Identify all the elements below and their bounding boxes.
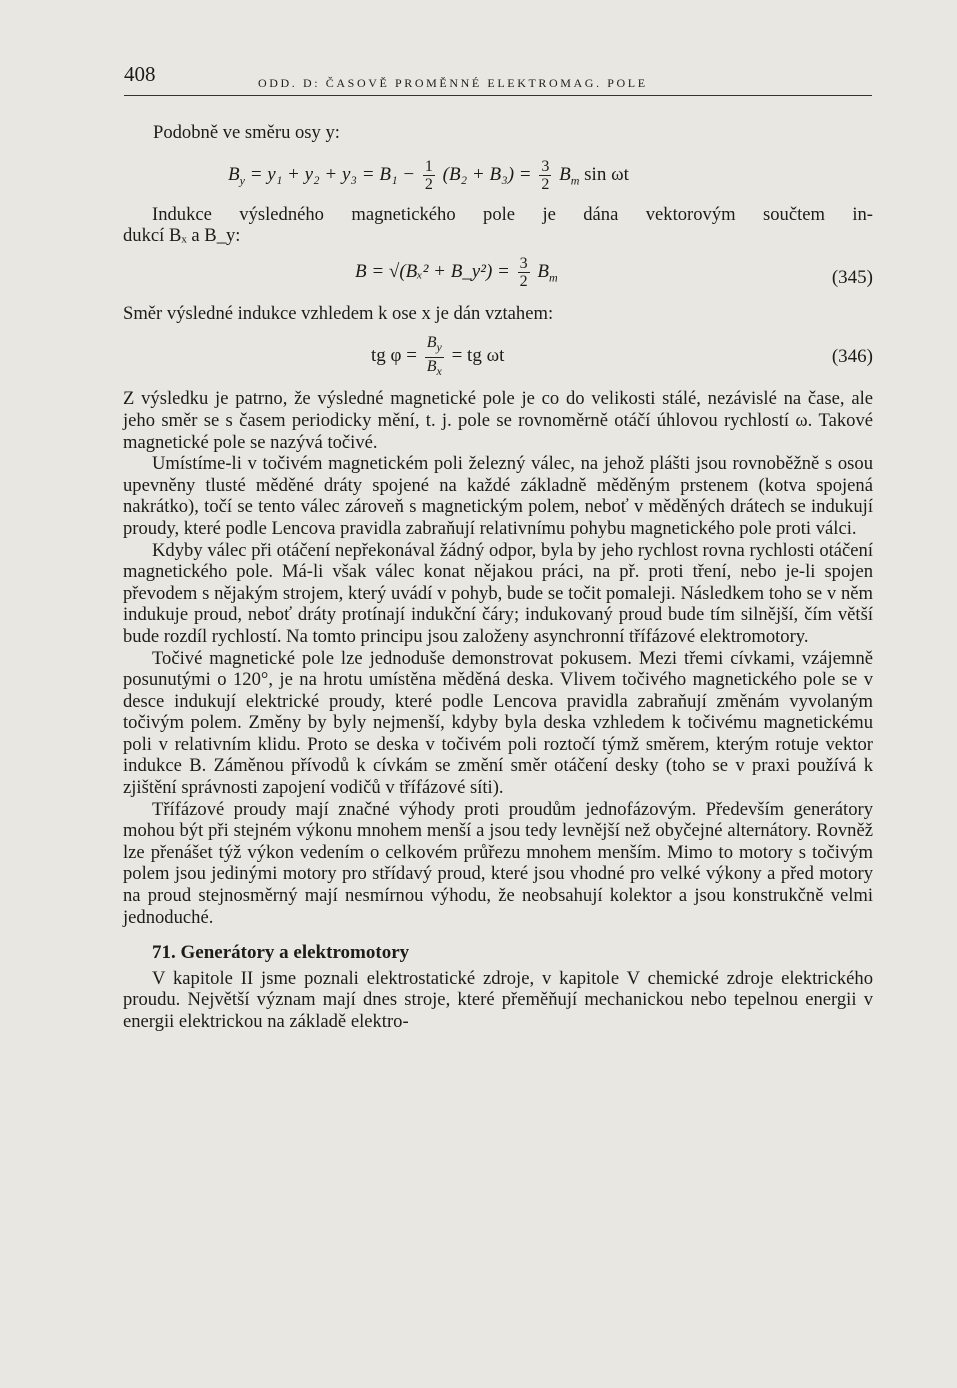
fraction: $\frac{B_y}{B_x}$ [426, 334, 442, 378]
paragraph: Třífázové proudy mají značné výhody proti proudům jednofázovým. Především generátory mohou být při stejném výkonu mnohem menší a jsou tedy levnější než obyčejné alternátory. Rovněž lze přenášet týž výkon vedením o celkovém průřezu mnohem menším. Mimo to motory s točivým polem jsou jedinými motory pro střídavý proud, které jsou vhodné pro velké výkony a před motory na proud stejnosměrný mají nesmírnou výhodu, že neobsahují kolektor a jsou konstrukčně velmi jednoduché. [123, 798, 873, 928]
paragraph: Točivé magnetické pole lze jednoduše demonstrovat pokusem. Mezi třemi cívkami, vzájemně posunutými o 120°, je na hrotu umístěna měděná deska. Vlivem točivého magnetického pole se v desce indukují elektrické proudy, které podle Lencova pravidla zabraňují změnám vyvolaným točivým polem. Změny by byly nejmenší, kdyby byla deska vzhledem k točivému magnetickému poli v relativním klidu. Proto se deska v točivém poli roztočí týmž směrem, kterým rotuje vektor indukce B. Záměnou přívodů k cívkám se změní směr otáčení desky (toho se v praxi používá k zjištění správnosti zapojení vodičů v třífázové síti). [123, 647, 873, 799]
paragraph: Umístíme-li v točivém magnetickém poli železný válec, na jehož plášti jsou rovnoběžně s osou upevněny tlusté měděné dráty spojené na každé základně měděným prstenem (kotva spojená nakrátko), točí se tento válec zároveň s magnetickým polem, neboť v měděných drátech se indukují proudy, které podle Lencova pravidla zabraňují relativnímu pohybu magnetického pole proti válci. [123, 453, 873, 539]
section-title: 71. Generátory a elektromotory [152, 942, 410, 964]
intro-line: Podobně ve směru osy y: [153, 122, 340, 143]
section-paragraph: V kapitole II jsme poznali elektrostatické zdroje, v kapitole V chemické zdroje elektrického proudu. Největší význam mají dnes stroje, které přeměňují mechanickou nebo tepelnou energii v energii elektrickou na základě elektro- [123, 967, 873, 1032]
equation-346: tg φ = $\frac{B_y}{B_x}$ = tg ωt (346) [371, 334, 873, 378]
fraction: $\frac{3}{2}$ [541, 157, 550, 193]
equation-by: $B_y = y_1 + y_2 + y_3 = B_1$ − $\frac{1}{2}$ (B₂ + B₃) = $\frac{3}{2}$ $B_m$ sin ωt [228, 157, 629, 193]
page-number: 408 [124, 62, 156, 86]
paragraph-induction: Indukce výsledného magnetického pole je dána vektorovým součtem in- [152, 203, 873, 225]
equation-number: (346) [831, 346, 873, 368]
paragraph: Z výsledku je patrno, že výsledné magnetické pole je co do velikosti stálé, nezávislé na čase, ale jeho směr se s časem periodicky mění, t. j. pole se rovnoměrně otáčí úhlovou rychlostí ω. Takové magnetické pole se nazývá točivé. [123, 388, 873, 453]
paragraph-induction-cont: dukcí Bₓ a B_y: [123, 225, 241, 247]
equation-345: B = √(Bₓ² + B_y²) = $\frac{3}{2}$ $B_m$ (345) [355, 254, 873, 290]
header-rule [124, 95, 872, 96]
paragraph-direction: Směr výsledné indukce vzhledem k ose x je dán vztahem: [123, 302, 554, 324]
paragraph: Kdyby válec při otáčení nepřekonával žádný odpor, byla by jeho rychlost rovna rychlosti otáčení magnetického pole. Má-li však válec konat nějakou práci, na př. proti tření, nebo je-li spojen převodem s nějakým strojem, který uvádí v pohyb, bude se točit pomaleji. Následkem toho se v něm indukuje proud, neboť dráty protínají indukční čáry; indukovaný proud bude tím silnější, čím větší bude rozdíl rychlostí. Na tomto principu jsou založeny asynchronní třífázové elektromotory. [123, 539, 873, 647]
text-body [123, 118, 873, 1033]
running-title: ODD. D: ČASOVĚ PROMĚNNÉ ELEKTROMAG. POLE [258, 76, 648, 90]
fraction: $\frac{3}{2}$ [519, 254, 528, 290]
equation-number: (345) [831, 266, 873, 288]
fraction: $\frac{1}{2}$ [424, 157, 433, 193]
